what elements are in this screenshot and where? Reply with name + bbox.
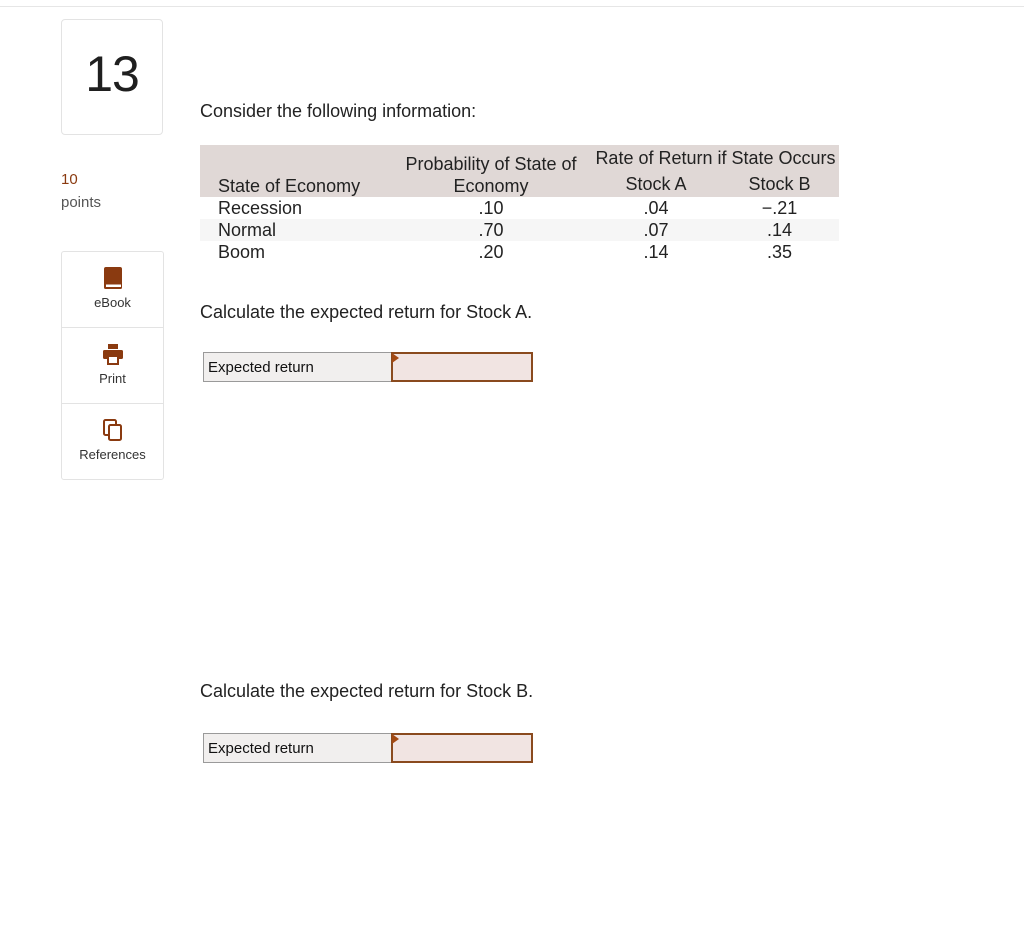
part-b-answer-label: Expected return <box>203 733 391 763</box>
flag-marker-icon <box>392 734 399 744</box>
part-a-prompt: Calculate the expected return for Stock A. <box>200 302 533 322</box>
cell-stock-b: .35 <box>766 242 793 262</box>
print-button[interactable] <box>62 328 163 404</box>
part-b-answer-row <box>203 733 533 763</box>
points-label: points <box>61 194 102 211</box>
header-rate-of-return: Rate of Return if State Occurs <box>592 145 839 171</box>
header-probability: Probability of State of Economy <box>390 145 592 197</box>
references-button[interactable] <box>62 404 163 479</box>
table-row <box>200 197 839 219</box>
question-number-box <box>61 19 163 135</box>
cell-state: Recession <box>218 198 303 218</box>
flag-marker-icon <box>392 353 399 363</box>
header-stock-b: Stock B <box>720 171 839 197</box>
header-state: State of Economy <box>200 145 390 197</box>
cell-stock-a: .04 <box>643 198 669 218</box>
table-header-row <box>200 145 839 171</box>
tools-panel <box>61 251 164 480</box>
part-a-answer-row <box>203 352 533 382</box>
table-row <box>200 241 839 263</box>
cell-probability: .70 <box>390 219 592 241</box>
printer-icon <box>101 342 125 366</box>
part-b-input-wrap <box>391 733 533 763</box>
cell-probability: .10 <box>478 198 504 218</box>
cell-stock-a: .14 <box>643 242 669 262</box>
cell-probability: .20 <box>478 242 504 262</box>
print-label: Print <box>99 371 126 386</box>
book-icon <box>101 266 125 290</box>
points-value: 10 <box>61 171 78 188</box>
cell-state: Boom <box>218 242 266 262</box>
cell-state: Normal <box>200 219 390 241</box>
references-icon <box>101 418 125 442</box>
top-divider <box>0 6 1024 7</box>
ebook-label: eBook <box>94 295 131 310</box>
ebook-button[interactable] <box>62 252 163 328</box>
cell-stock-b: .14 <box>720 219 839 241</box>
stock-a-expected-return-input[interactable] <box>391 352 533 382</box>
table-row <box>200 219 839 241</box>
header-stock-a: Stock A <box>592 171 720 197</box>
references-label: References <box>79 447 146 462</box>
cell-stock-b: −.21 <box>761 198 798 218</box>
cell-stock-a: .07 <box>592 219 720 241</box>
question-number: 13 <box>85 46 139 102</box>
intro-text: Consider the following information: <box>200 101 477 121</box>
part-b-prompt: Calculate the expected return for Stock B. <box>200 681 534 701</box>
returns-table <box>200 145 839 263</box>
part-a-answer-label: Expected return <box>203 352 391 382</box>
stock-b-expected-return-input[interactable] <box>391 733 533 763</box>
part-a-input-wrap <box>391 352 533 382</box>
